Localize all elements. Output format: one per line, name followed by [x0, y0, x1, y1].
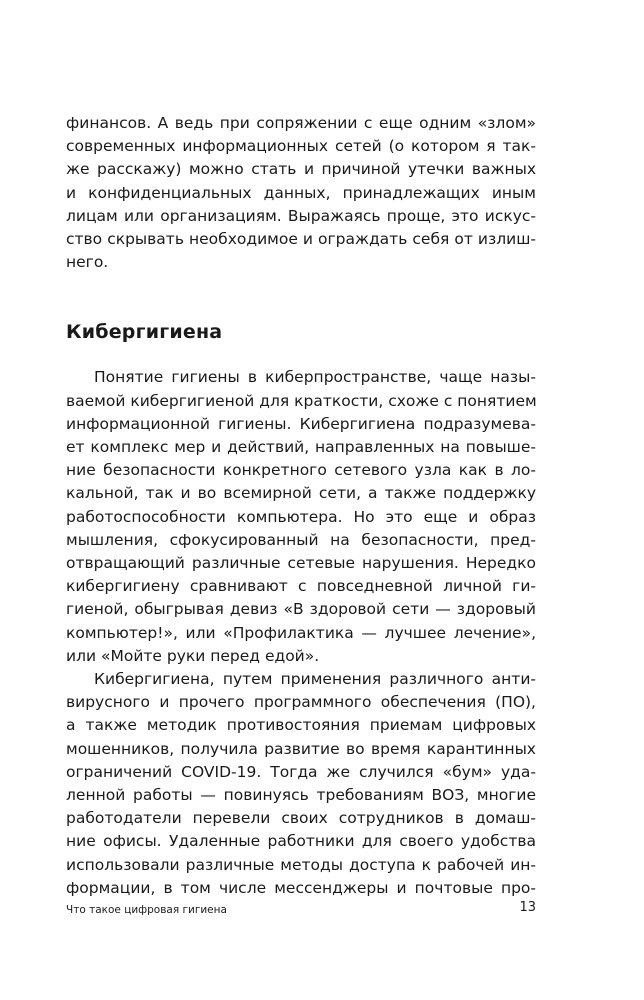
text-line: и конфиденциальных данных, принадлежащих иным [66, 183, 536, 202]
text-line: лицам или организациям. Выражаясь проще, это искус- [66, 206, 536, 225]
running-title: Что такое цифровая гигиена [66, 904, 227, 916]
text-line: ленной работы — повинуясь требованиям ВОЗ, многие [66, 786, 536, 805]
paragraph-continuation [66, 112, 536, 274]
text-line: кальной, так и во всемирной сети, а также поддержку [66, 484, 536, 503]
text-line: мошенников, получила развитие во время карантинных [66, 739, 536, 758]
text-line: гиеной, обыгрывая девиз «В здоровой сети — здоровый [66, 600, 536, 619]
text-line: ваемой кибергигиеной для краткости, схоже с понятием [66, 391, 537, 410]
page-body [66, 112, 536, 900]
text-line: отвращающий различные сетевые нарушения. Нередко [66, 554, 536, 573]
text-line: ние безопасности конкретного сетевого узла как в ло- [66, 461, 536, 480]
text-line: ограничений COVID-19. Тогда же случился «бум» уда- [66, 762, 536, 781]
text-line: ние офисы. Удаленные работники для своего удобства [66, 832, 536, 851]
section-heading: Кибергигиена [66, 321, 223, 344]
text-line: Понятие гигиены в киберпространстве, чаще назы- [94, 368, 536, 387]
text-line: или «Мойте руки перед едой». [66, 646, 320, 665]
text-line: а также методик противостояния приемам цифровых [66, 716, 536, 735]
text-line: работодатели перевели своих сотрудников в домаш- [66, 809, 536, 828]
text-line: современных информационных сетей (о котором я так- [66, 137, 536, 156]
paragraph-covid [66, 668, 536, 900]
text-line: работоспособности компьютера. Но это еще и образ [66, 507, 536, 526]
text-line: мышления, сфокусированный на безопасности, пред- [66, 530, 536, 549]
text-line: ет комплекс мер и действий, направленных на повыше- [66, 438, 536, 457]
text-line: кибергигиену сравнивают с повседневной личной ги- [66, 577, 536, 596]
text-line: формации, в том числе мессенджеры и почтовые про- [66, 878, 536, 897]
text-line: ство скрывать необходимое и ограждать себя от излиш- [66, 230, 536, 249]
text-line: компьютер!», или «Профилактика — лучшее лечение», [66, 623, 536, 642]
text-line: использовали различные методы доступа к рабочей ин- [66, 855, 536, 874]
text-line: Кибергигиена, путем применения различного анти- [94, 670, 536, 689]
paragraph-definition [66, 366, 536, 668]
text-line: него. [66, 253, 109, 272]
text-line: информационной гигиены. Кибергигиена подразумева- [66, 414, 536, 433]
text-line: финансов. А ведь при сопряжении с еще одним «злом» [66, 114, 536, 132]
text-line: вирусного и прочего программного обеспечения (ПО), [66, 693, 536, 712]
text-line: же расскажу) можно стать и причиной утечки важных [66, 160, 536, 179]
page-number: 13 [519, 900, 536, 915]
